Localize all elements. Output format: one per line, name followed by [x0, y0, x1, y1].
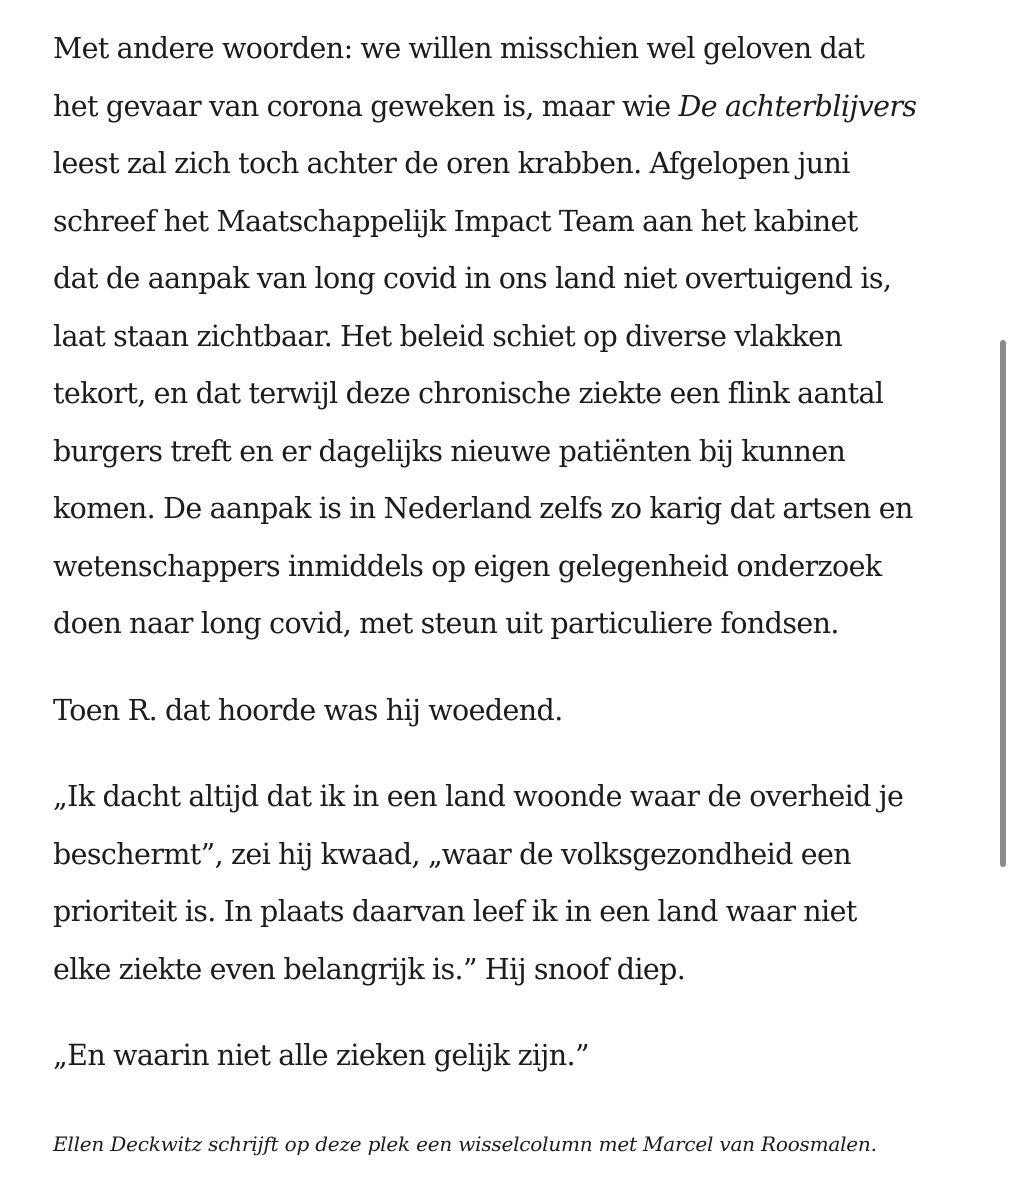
text-segment: komen. De aanpak is in Nederland zelfs zo karig dat artsen en: [53, 492, 913, 525]
text-line: [53, 768, 983, 826]
text-segment: leest zal zich toch achter de oren krabben. Afgelopen juni: [53, 147, 850, 180]
text-segment: Met andere woorden: we willen misschien wel geloven dat: [53, 32, 865, 65]
text-segment: doen naar long covid, met steun uit particuliere fondsen.: [53, 607, 839, 640]
text-line: [53, 826, 983, 884]
text-line: [53, 941, 983, 999]
text-segment: wetenschappers inmiddels op eigen gelegenheid onderzoek: [53, 549, 882, 583]
article-body: [53, 20, 983, 1158]
text-segment: het gevaar van corona geweken is, maar wie: [53, 89, 679, 123]
text-segment: elke ziekte even belangrijk is.” Hij snoof diep.: [53, 952, 686, 986]
text-line: [53, 135, 983, 193]
text-segment: schreef het Maatschappelijk Impact Team aan het kabinet: [53, 204, 858, 238]
text-segment: „En waarin niet alle zieken gelijk zijn.”: [53, 1039, 589, 1072]
text-line: [53, 480, 983, 538]
text-line: [53, 883, 983, 941]
text-segment: laat staan zichtbaar. Het beleid schiet op diverse vlakken: [53, 319, 843, 353]
text-line: [53, 20, 983, 78]
text-segment: burgers treft en er dagelijks nieuwe patiënten bij kunnen: [53, 434, 846, 468]
text-line: [53, 682, 983, 740]
text-line: [53, 193, 983, 251]
text-line: [53, 1027, 983, 1085]
author-footnote: Ellen Deckwitz schrijft op deze plek een wisselcolumn met Marcel van Roosmalen.: [53, 1131, 877, 1156]
text-line: [53, 250, 983, 308]
text-segment: beschermt”, zei hij kwaad, „waar de volksgezondheid een: [53, 837, 852, 871]
article-paragraph: [53, 20, 983, 653]
article-paragraph: [53, 1027, 983, 1085]
article-paragraphs: [53, 20, 983, 1085]
text-line: [53, 365, 983, 423]
text-segment: Toen R. dat hoorde was hij woedend.: [53, 693, 563, 727]
text-line: [53, 308, 983, 366]
book-title: De achterblijvers: [678, 89, 917, 123]
article-paragraph: [53, 768, 983, 998]
text-line: [53, 595, 983, 653]
vertical-scrollbar-thumb[interactable]: [1000, 340, 1006, 867]
text-line: [53, 78, 983, 136]
text-segment: tekort, en dat terwijl deze chronische ziekte een flink aantal: [53, 377, 884, 410]
text-segment: „Ik dacht altijd dat ik in een land woonde waar de overheid je: [53, 780, 904, 813]
text-segment: dat de aanpak van long covid in ons land niet overtuigend is,: [53, 262, 892, 295]
text-line: [53, 538, 983, 596]
text-segment: prioriteit is. In plaats daarvan leef ik in een land waar niet: [53, 895, 857, 928]
text-line: [53, 423, 983, 481]
article-paragraph: [53, 682, 983, 740]
